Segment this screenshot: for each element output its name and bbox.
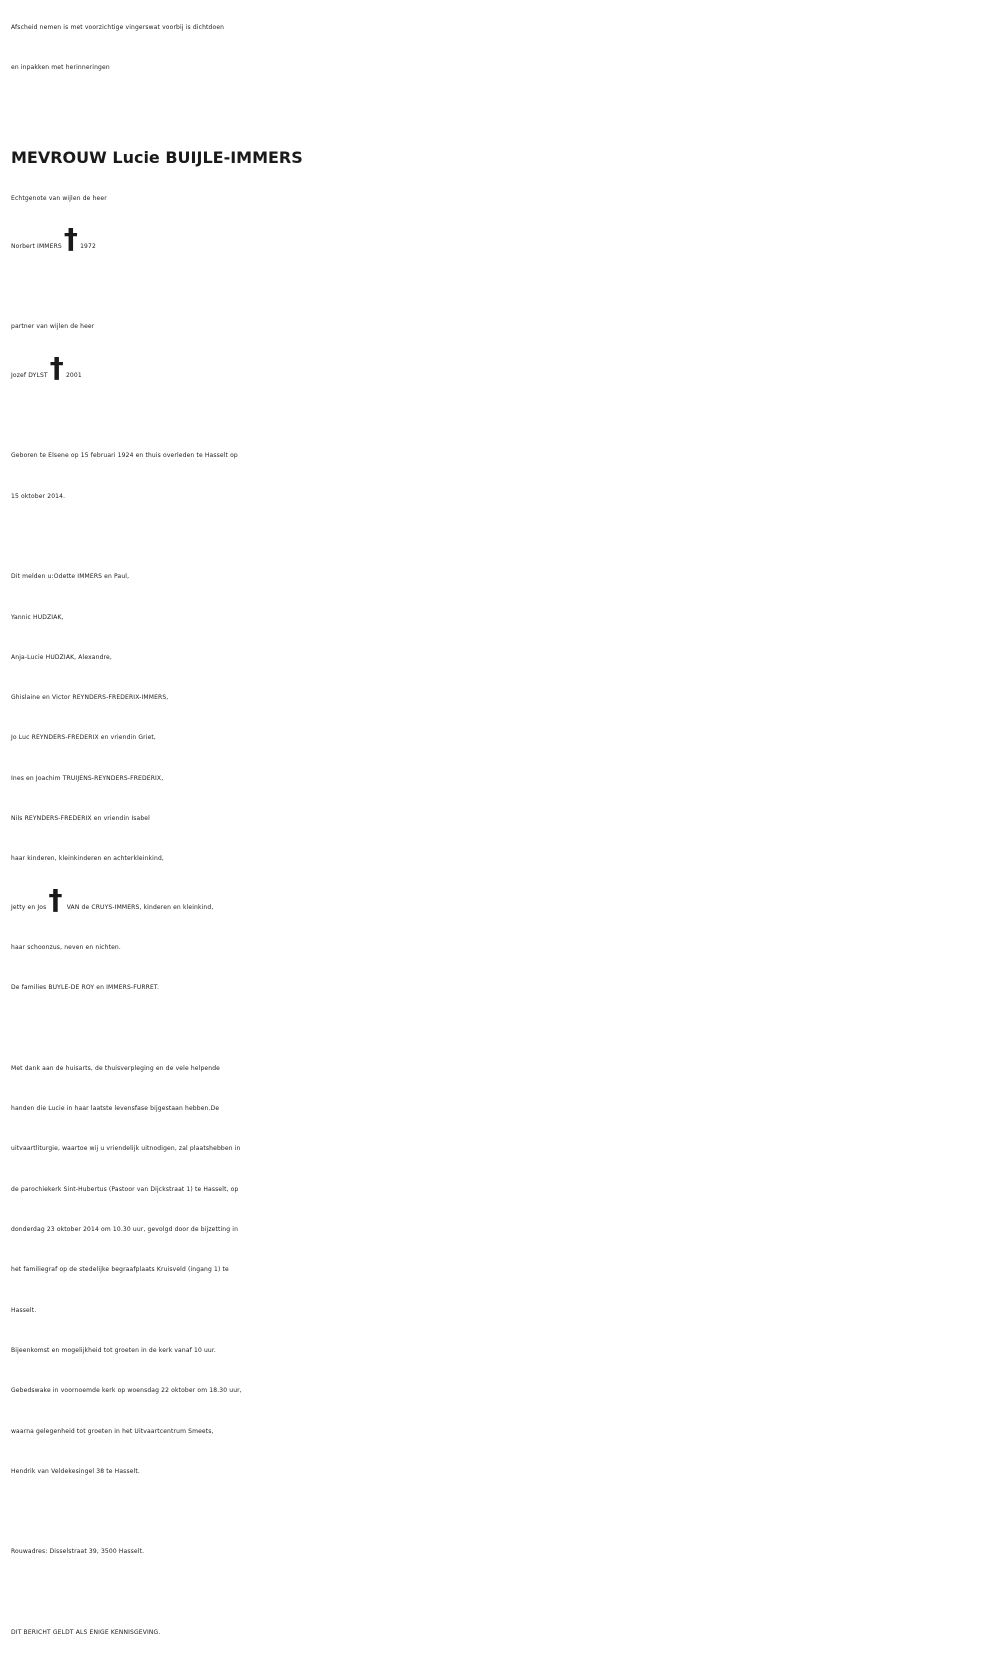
spouse-name: Norbert IMMERS [11, 242, 62, 250]
ceremony-line: Hendrik van Veldekesingel 38 te Hasselt. [11, 1467, 140, 1475]
intro-line-2: en inpakken met herinneringen [11, 64, 110, 72]
ceremony-line: uitvaartliturgie, waartoe wij u vriendelijk uitnodigen, zal plaatshebben in [11, 1145, 241, 1153]
ceremony-line: Met dank aan de huisarts, de thuisverpleging en de vele helpende [11, 1064, 221, 1072]
deceased-name: MEVROUW Lucie BUIJLE-IMMERS [11, 147, 303, 167]
jetty-prefix: Jetty en Jos [11, 903, 47, 911]
ceremony-line: Bijeenkomst en mogelijkheid tot groeten in de kerk vanaf 10 uur. [11, 1346, 216, 1354]
spouse-year: 1972 [80, 242, 96, 250]
obituary-notice [11, 8, 991, 1653]
family-line: Yannic HUDZIAK, [11, 613, 64, 621]
cross-icon: † [48, 882, 63, 916]
spacer [11, 1492, 991, 1532]
ceremony-line: Hasselt. [11, 1306, 37, 1314]
cross-icon: † [49, 350, 64, 384]
ceremony-line: handen die Lucie in haar laatste levensfase bijgestaan hebben.De [11, 1105, 220, 1113]
ceremony-line: donderdag 23 oktober 2014 om 10.30 uur, gevolgd door de bijzetting in [11, 1226, 239, 1234]
partner-year: 2001 [65, 371, 82, 379]
family-line: Nils REYNDERS-FREDERIX en vriendin Isabel [11, 815, 150, 823]
family-line: Dit melden u:Odette IMMERS en Paul, [11, 573, 130, 581]
ceremony-line: het familiegraf op de stedelijke begraafplaats Kruisveld (ingang 1) te [11, 1266, 229, 1274]
ceremony-line: Gebedswake in voornoemde kerk op woensdag 22 oktober om 18.30 uur, [11, 1387, 242, 1395]
spouse-line [11, 219, 991, 267]
family-line: Ghislaine en Victor REYNDERS-FREDERIX-IMMERS, [11, 694, 169, 702]
spacer [11, 89, 991, 136]
mourning-address: Rouwadres: Disselstraat 39, 3500 Hasselt. [11, 1548, 145, 1556]
spacer [11, 267, 991, 307]
family-line: haar schoonzus, neven en nichten. [11, 943, 121, 951]
family-line: Ines en Joachim TRUIJENS-REYNDERS-FREDERIX, [11, 774, 164, 782]
ceremony-line: de parochiekerk Sint-Hubertus (Pastoor van Dijckstraat 1) te Hasselt, op [11, 1185, 239, 1193]
family-line: haar kinderen, kleinkinderen en achterkleinkind, [11, 855, 164, 863]
ceremony-line: waarna gelegenheid tot groeten in het Uitvaartcentrum Smeets, [11, 1427, 214, 1435]
partner-line [11, 348, 991, 396]
intro-line-1: Afscheid nemen is met voorzichtige vingerswat voorbij is dichtdoen [11, 24, 225, 31]
spouse-label: Echtgenote van wijlen de heer [11, 194, 107, 202]
spacer [11, 396, 991, 436]
birth-death-line-1: Geboren te Elsene op 15 februari 1924 en thuis overleden te Hasselt op [11, 452, 238, 460]
jetty-suffix: VAN de CRUYS-IMMERS, kinderen en kleinkind, [66, 903, 214, 911]
spacer [11, 1573, 991, 1613]
family-line: Jo Luc REYNDERS-FREDERIX en vriendin Griet, [11, 734, 156, 742]
family-line: De families BUYLE-DE ROY en IMMERS-FURRET. [11, 984, 160, 992]
partner-name: Jozef DYLST [11, 371, 48, 379]
partner-label: partner van wijlen de heer [11, 323, 95, 331]
cross-icon: † [63, 221, 79, 255]
family-line: Anja-Lucie HUDZIAK, Alexandre, [11, 653, 112, 661]
birth-death-line-2: 15 oktober 2014. [11, 492, 66, 500]
closing-statement: DIT BERICHT GELDT ALS ENIGE KENNISGEVING. [11, 1628, 161, 1636]
spacer [11, 1009, 991, 1049]
spacer [11, 517, 991, 557]
family-line-jetty [11, 880, 991, 928]
